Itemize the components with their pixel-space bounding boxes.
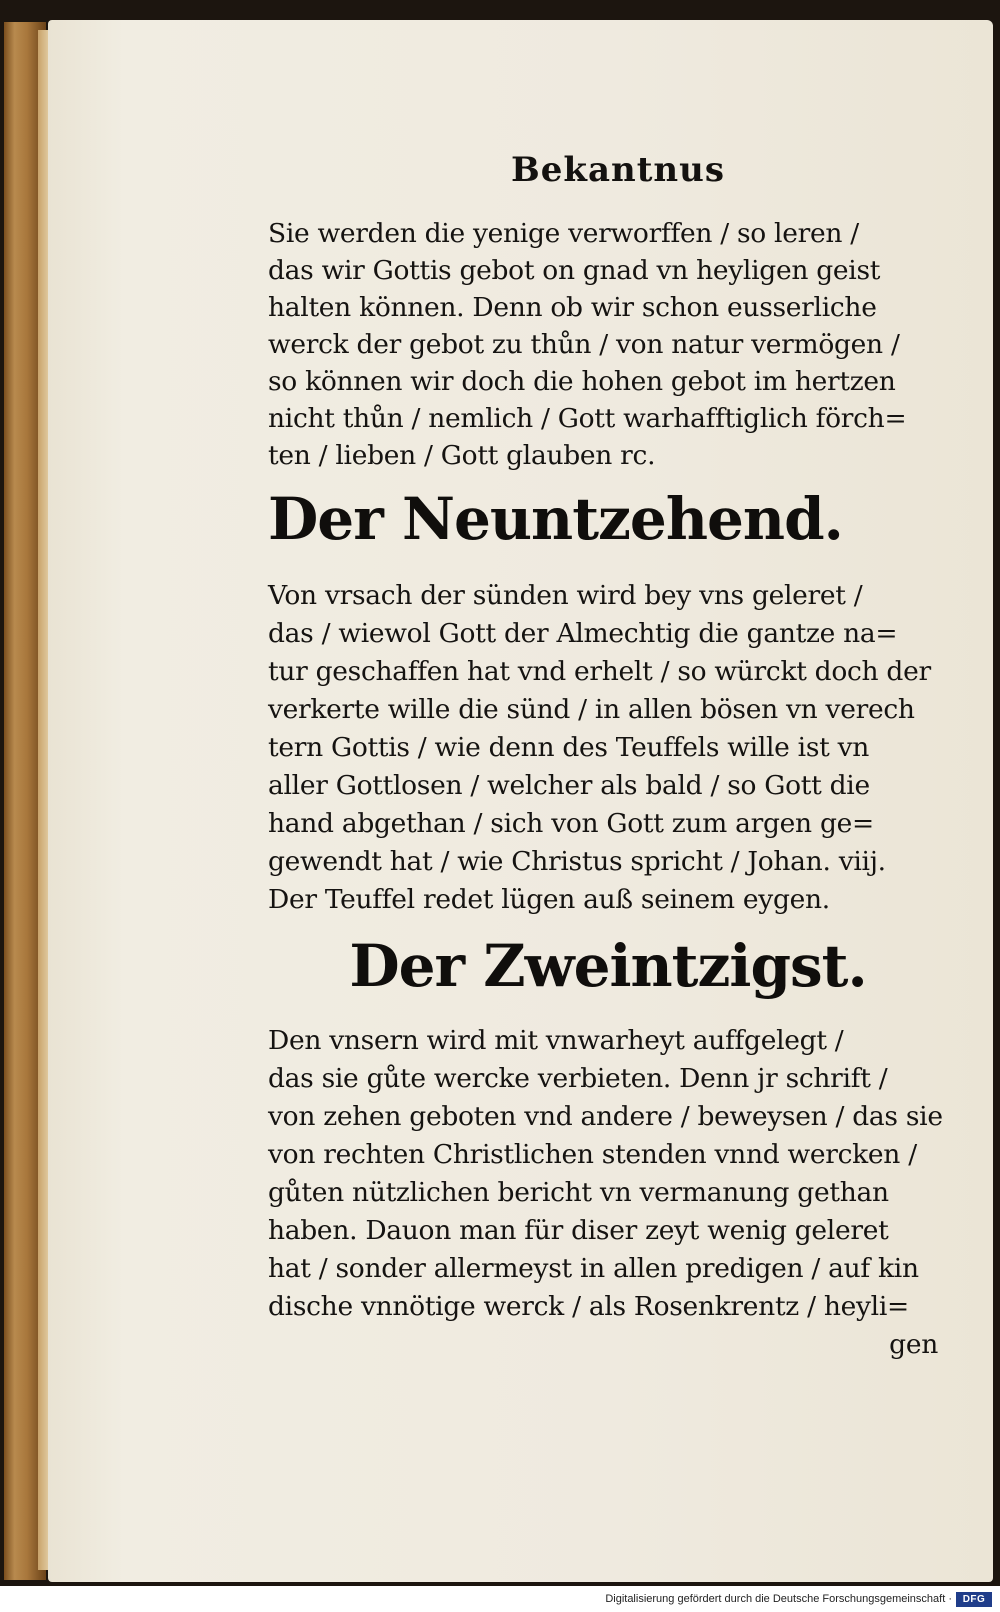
text-line: halten können. Denn ob wir schon eusserliche	[268, 292, 877, 323]
text-line: das / wiewol Gott der Almechtig die gantze na=	[268, 618, 898, 649]
text-line: verkerte wille die sünd / in allen bösen vn verech	[268, 694, 915, 725]
text-line: hand abgethan / sich von Gott zum argen ge=	[268, 808, 874, 839]
footer-credit: Digitalisierung gefördert durch die Deutsche Forschungsgemeinschaft ·	[605, 1593, 952, 1605]
digitization-footer	[0, 1590, 1000, 1612]
text-line: werck der gebot zu thůn / von natur vermögen /	[268, 329, 900, 360]
text-line: haben. Dauon man für diser zeyt wenig geleret	[268, 1215, 889, 1246]
text-line: das sie gůte wercke verbieten. Denn jr schrift /	[268, 1063, 888, 1094]
catchword: gen	[889, 1329, 938, 1360]
book-page	[48, 20, 993, 1582]
section-heading: Der Neuntzehend.	[268, 485, 843, 553]
text-line: so können wir doch die hohen gebot im hertzen	[268, 366, 896, 397]
text-line: tur geschaffen hat vnd erhelt / so würckt doch der	[268, 656, 931, 687]
text-line: das wir Gottis gebot on gnad vn heyligen geist	[268, 255, 881, 286]
text-line: von rechten Christlichen stenden vnnd wercken /	[268, 1139, 917, 1170]
text-line: Sie werden die yenige verworffen / so leren /	[268, 218, 859, 249]
text-line: tern Gottis / wie denn des Teuffels wille ist vn	[268, 732, 870, 763]
running-header: Bekantnus	[511, 150, 725, 190]
text-line: aller Gottlosen / welcher als bald / so Gott die	[268, 770, 870, 801]
text-line: ten / lieben / Gott glauben rc.	[268, 440, 656, 471]
text-line: dische vnnötige werck / als Rosenkrentz / heyli=	[268, 1291, 909, 1322]
text-line: gůten nützlichen bericht vn vermanung gethan	[268, 1177, 889, 1208]
text-line: Von vrsach der sünden wird bey vns geleret /	[268, 580, 863, 611]
section-heading: Der Zweintzigst.	[349, 932, 867, 1000]
text-line: von zehen geboten vnd andere / beweysen / das sie	[268, 1101, 943, 1132]
text-line: Den vnsern wird mit vnwarheyt auffgelegt /	[268, 1025, 844, 1056]
dfg-logo-icon[interactable]: DFG	[956, 1592, 992, 1607]
text-line: gewendt hat / wie Christus spricht / Johan. viij.	[268, 846, 886, 877]
text-line: hat / sonder allermeyst in allen predigen / auf kin	[268, 1253, 919, 1284]
text-line: Der Teuffel redet lügen auß seinem eygen.	[268, 884, 830, 915]
text-line: nicht thůn / nemlich / Gott warhafftiglich förch=	[268, 403, 907, 434]
